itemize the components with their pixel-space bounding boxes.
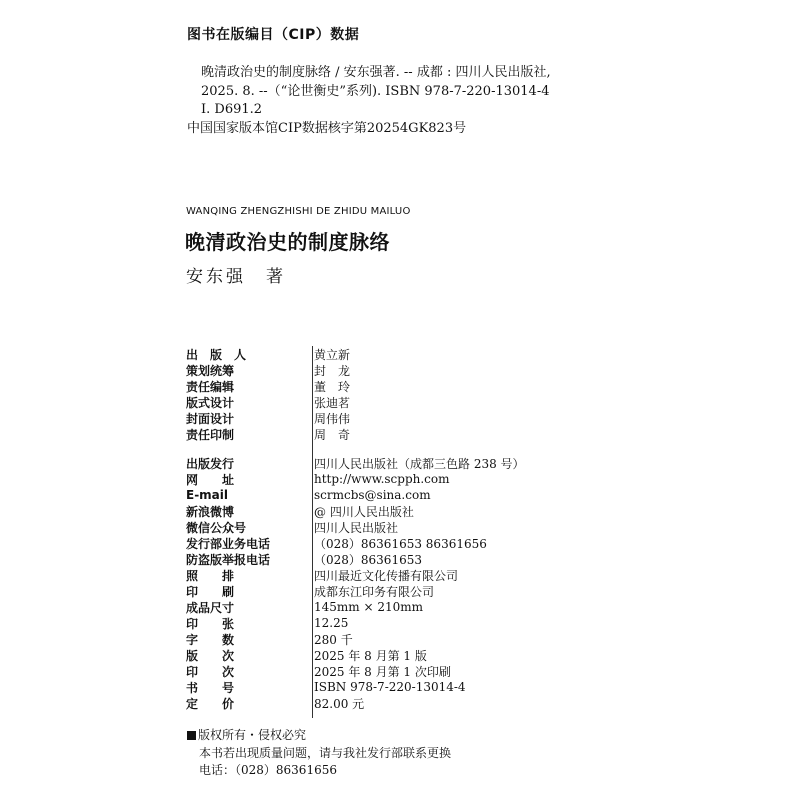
credit-row	[186, 663, 626, 679]
credit-value: 12.25	[314, 616, 349, 630]
credit-label: 成品尺寸	[186, 600, 235, 615]
rights-reserved-line	[187, 727, 451, 745]
credit-row	[186, 551, 626, 567]
credit-row	[186, 471, 626, 487]
credit-label: 印 刷	[186, 584, 235, 599]
credit-value: 周伟伟	[314, 411, 351, 426]
credit-label: E-mail	[186, 488, 229, 502]
credit-label: 印 次	[186, 664, 235, 679]
credit-label: 照 排	[186, 568, 235, 583]
credit-label: 定 价	[186, 696, 235, 711]
book-title: 晚清政治史的制度脉络	[185, 230, 390, 254]
publishing-credits	[186, 455, 626, 711]
credit-value: ISBN 978-7-220-13014-4	[314, 680, 466, 694]
cip-line: Ⅰ. D691.2	[201, 102, 263, 117]
credit-row	[186, 535, 626, 551]
credit-row	[186, 647, 626, 663]
credit-label: 印 张	[186, 616, 235, 631]
quality-notice: 本书若出现质量问题，请与我社发行部联系更换	[199, 745, 452, 760]
credit-value: 周 奇	[314, 427, 351, 442]
credit-label: 出 版 人	[186, 347, 247, 362]
credit-label: 版 次	[186, 648, 235, 663]
credit-row	[186, 455, 626, 471]
credit-row	[186, 567, 626, 583]
credit-value: （028）86361653 86361656	[314, 536, 487, 551]
credit-row	[186, 631, 626, 647]
credits-table	[186, 346, 626, 711]
credit-row	[186, 362, 626, 378]
credit-row	[186, 519, 626, 535]
credit-label: 网 址	[186, 472, 235, 487]
square-bullet-icon	[187, 731, 196, 740]
credit-row	[186, 679, 626, 695]
credit-label: 发行部业务电话	[186, 536, 271, 551]
credit-row	[186, 583, 626, 599]
credit-value: 2025 年 8 月第 1 次印刷	[314, 664, 451, 679]
credit-value: 280 千	[314, 632, 353, 647]
contact-phone: 电话：（028）86361656	[199, 763, 337, 777]
credit-row	[186, 394, 626, 410]
credit-label: 新浪微博	[186, 504, 235, 519]
credit-label: 责任印制	[186, 427, 235, 442]
credit-value: 张迪茗	[314, 395, 351, 410]
cip-line: 中国国家版本馆CIP数据核字第20254GK823号	[187, 120, 467, 136]
rights-reserved-text: 版权所有・侵权必究	[198, 728, 307, 742]
credit-label: 微信公众号	[186, 520, 247, 535]
credit-label: 封面设计	[186, 411, 235, 426]
cip-heading: 图书在版编目（CIP）数据	[187, 27, 360, 43]
credit-value: 成都东江印务有限公司	[314, 584, 435, 599]
editorial-credits	[186, 346, 626, 442]
copyright-notice	[187, 727, 451, 780]
author-line: 安东强 著	[186, 267, 286, 287]
credit-value: （028）86361653	[314, 552, 422, 567]
credit-row	[186, 487, 626, 503]
credit-value: http://www.scpph.com	[314, 472, 450, 486]
credit-label: 责任编辑	[186, 379, 235, 394]
credit-row	[186, 346, 626, 362]
credit-row	[186, 426, 626, 442]
credit-label: 版式设计	[186, 395, 235, 410]
credit-value: 82.00 元	[314, 696, 365, 711]
credit-value: 四川人民出版社（成都三色路 238 号）	[314, 456, 525, 471]
credit-value: 黄立新	[314, 347, 351, 362]
credit-row	[186, 503, 626, 519]
credit-value: @ 四川人民出版社	[314, 504, 414, 519]
credit-label: 字 数	[186, 632, 235, 647]
credit-value: 封 龙	[314, 363, 351, 378]
cip-line: 2025. 8. --（“论世衡史”系列). ISBN 978-7-220-13014-4	[201, 83, 550, 99]
credit-label: 出版发行	[186, 456, 235, 471]
credit-value: 2025 年 8 月第 1 版	[314, 648, 427, 663]
credit-row	[186, 410, 626, 426]
credit-value: scrmcbs@sina.com	[314, 488, 431, 502]
cip-line: 晚清政治史的制度脉络 / 安东强著. -- 成都 : 四川人民出版社,	[201, 65, 551, 80]
credit-value: 四川人民出版社	[314, 520, 399, 535]
credit-row	[186, 599, 626, 615]
credit-row	[186, 695, 626, 711]
credits-gap	[186, 442, 626, 455]
credit-value: 董 玲	[314, 379, 351, 394]
credit-row	[186, 615, 626, 631]
cip-record	[187, 64, 551, 138]
credit-label: 策划统筹	[186, 363, 235, 378]
credit-row	[186, 378, 626, 394]
pinyin-title: WANQING ZHENGZHISHI DE ZHIDU MAILUO	[186, 206, 411, 217]
credit-value: 145mm × 210mm	[314, 600, 424, 614]
credit-label: 书 号	[186, 680, 235, 695]
credit-value: 四川最近文化传播有限公司	[314, 568, 459, 583]
credit-label: 防盗版举报电话	[186, 552, 271, 567]
